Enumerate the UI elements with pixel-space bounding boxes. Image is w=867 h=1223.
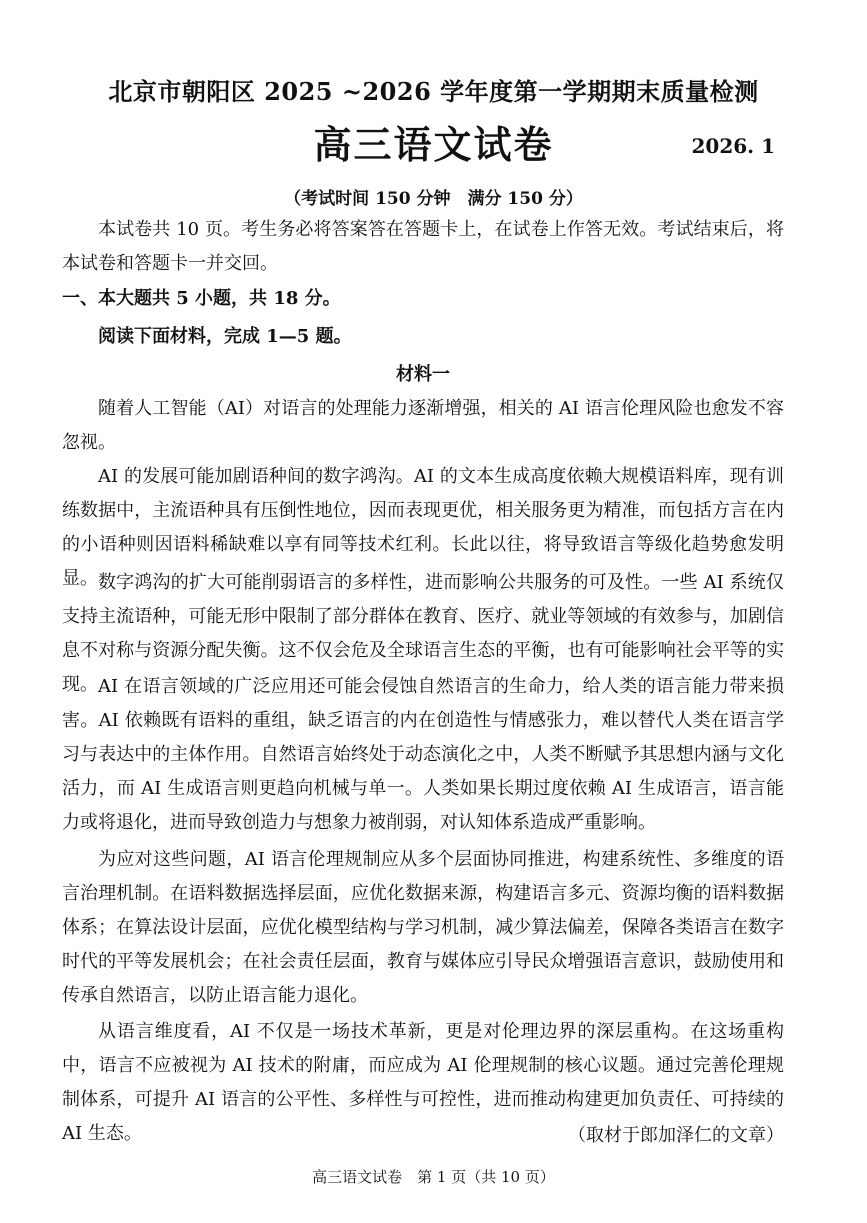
exam-date: 2026. 1 xyxy=(691,134,775,158)
title-row xyxy=(0,120,867,170)
instructions: 本试卷共 10 页。考生务必将答案答在答题卡上，在试卷上作答无效。考试结束后，将本试卷和答题卡一并交回。 xyxy=(62,219,784,274)
exam-header: 北京市朝阳区 2025 ~2026 学年度第一学期期末质量检测 xyxy=(108,77,759,106)
source-citation: （取材于郎加泽仁的文章） xyxy=(568,1125,784,1146)
paragraph-1: 随着人工智能（AI）对语言的处理能力逐渐增强，相关的 AI 语言伦理风险也愈发不容忽视。 xyxy=(62,398,784,453)
exam-info: （考试时间 150 分钟 满分 150 分） xyxy=(284,189,583,209)
page-footer: 高三语文试卷 第 1 页（共 10 页） xyxy=(312,1168,555,1186)
paragraph-3: 数字鸿沟的扩大可能削弱语言的多样性，进而影响公共服务的可及性。一些 AI 系统仅支持主流语种，可能无形中限制了部分群体在教育、医疗、就业等领域的有效参与，加剧信息不对称与资源分配失衡。这不仅会危及全球语言生态的平衡，也有可能影响社会平等的实现。 xyxy=(62,572,784,695)
section-heading: 一、本大题共 5 小题，共 18 分。 xyxy=(62,288,341,309)
paragraph-2: AI 的发展可能加剧语种间的数字鸿沟。AI 的文本生成高度依赖大规模语料库，现有训练数据中，主流语种具有压倒性地位，因而表现更优，相关服务更为精准，而包括方言在内的小语种则因语料稀缺难以享有同等技术红利。长此以往，将导致语言等级化趋势愈发明显。 xyxy=(62,466,784,589)
material-title: 材料一 xyxy=(396,364,450,385)
paragraph-4: AI 在语言领域的广泛应用还可能会侵蚀自然语言的生命力，给人类的语言能力带来损害。AI 依赖既有语料的重组，缺乏语言的内在创造性与情感张力，难以替代人类在语言学习与表达中的主体作用。自然语言始终处于动态演化之中，人类不断赋予其思想内涵与文化活力，而 AI 生成语言则更趋向机械与单一。人类如果长期过度依赖 AI 生成语言，语言能力或将退化，进而导致创造力与想象力被削弱，对认知体系造成严重影响。 xyxy=(62,676,784,833)
paragraph-5: 为应对这些问题，AI 语言伦理规制应从多个层面协同推进，构建系统性、多维度的语言治理机制。在语料数据选择层面，应优化数据来源，构建语言多元、资源均衡的语料数据体系；在算法设计层面，应优化模型结构与学习机制，减少算法偏差，保障各类语言在数字时代的平等发展机会；在社会责任层面，教育与媒体应引导民众增强语言意识，鼓励使用和传承自然语言，以防止语言能力退化。 xyxy=(62,849,784,1006)
paper-title: 高三语文试卷 xyxy=(313,122,554,167)
paragraph-6: 从语言维度看，AI 不仅是一场技术革新，更是对伦理边界的深层重构。在这场重构中，语言不应被视为 AI 技术的附庸，而应成为 AI 伦理规制的核心议题。通过完善伦理规制体系，可提升 AI 语言的公平性、多样性与可控性，进而推动构建更加负责任、可持续的 AI 生态。 xyxy=(62,1021,784,1144)
reading-prompt: 阅读下面材料，完成 1—5 题。 xyxy=(98,326,352,347)
